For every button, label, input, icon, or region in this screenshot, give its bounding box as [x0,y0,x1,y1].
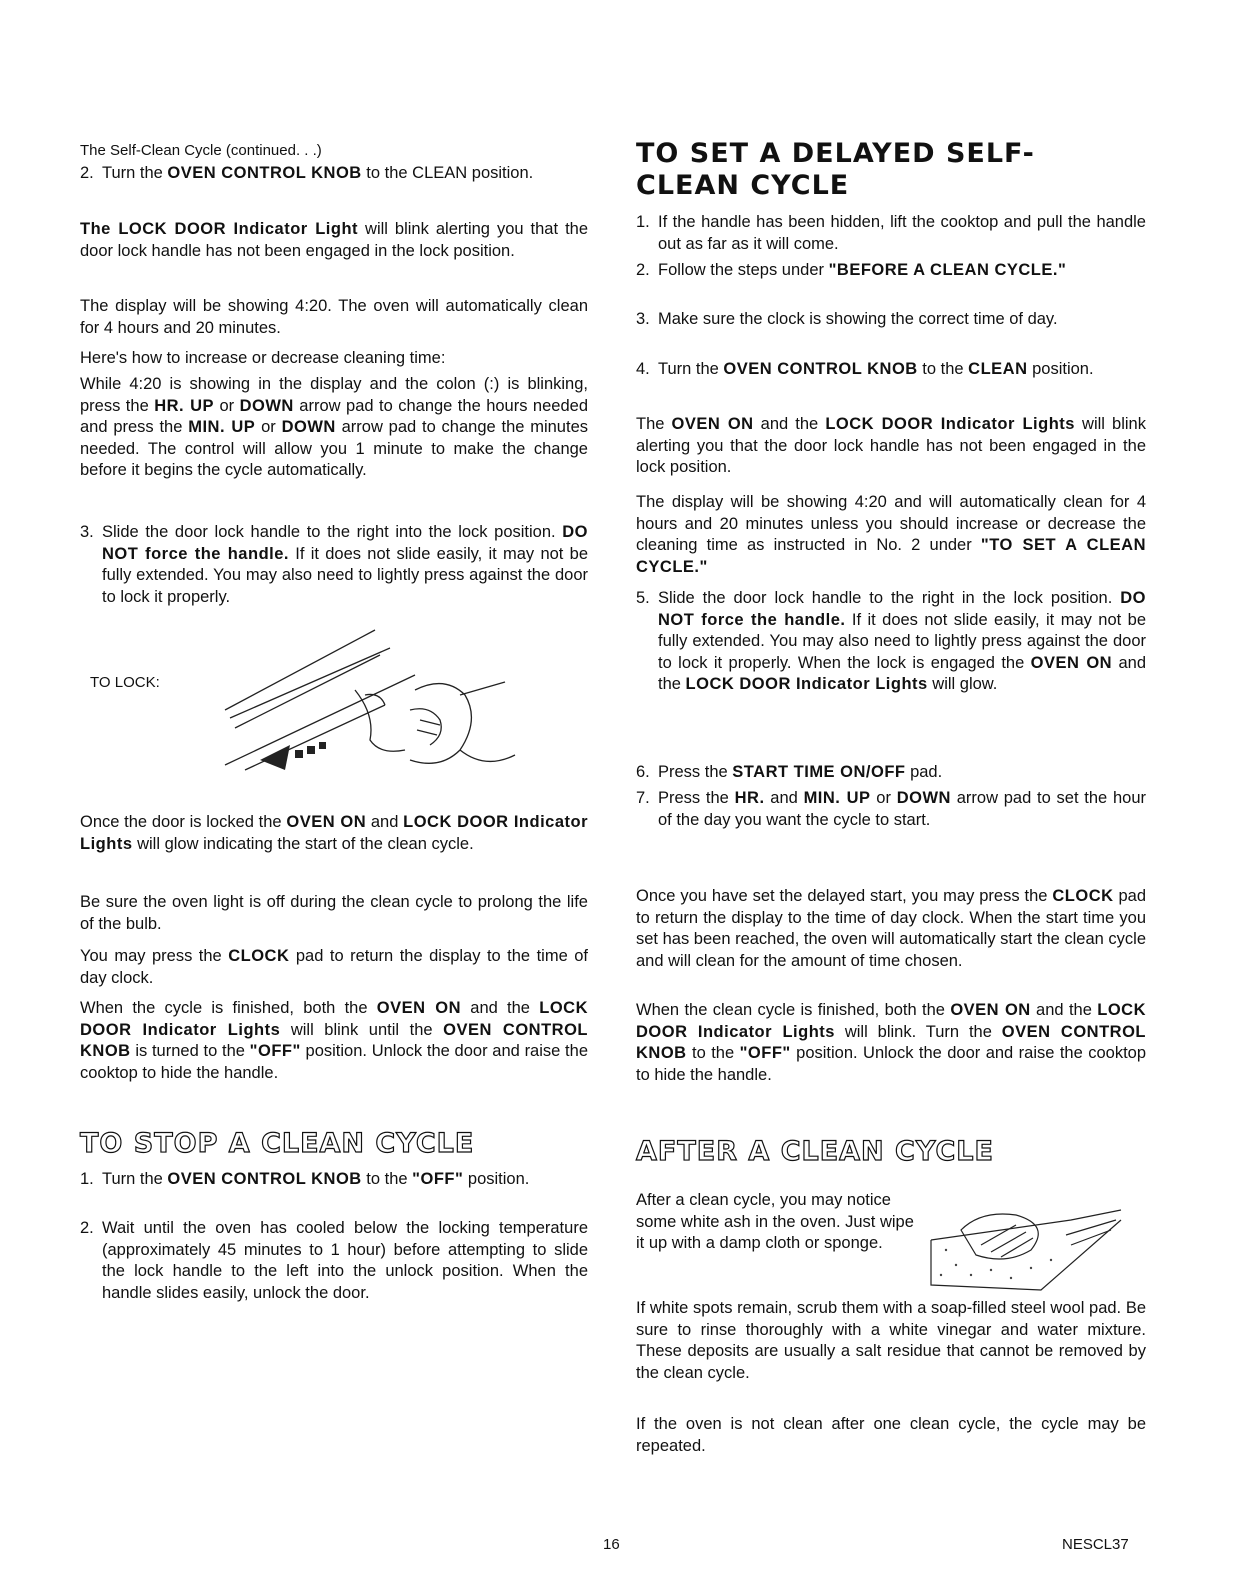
page-number: 16 [603,1536,620,1553]
after-paragraph-3: If the oven is not clean after one clean cycle, the cycle may be repeated. [636,1415,1146,1455]
after-paragraph-2: If white spots remain, scrub them with a soap-filled steel wool pad. Be sure to rinse thoroughly with a white vinegar and water mixture. These deposits are usually a salt residue that cannot be removed by the clean cycle. [636,1299,1146,1382]
after-paragraph-1: After a clean cycle, you may notice some white ash in the oven. Just wipe it up with a damp cloth or sponge. [636,1191,914,1252]
while-paragraph: While 4:20 is showing in the display and the colon (:) is blinking, press the HR. UP or DOWN arrow pad to change the hours needed and press the MIN. UP or DOWN arrow pad to change the minutes needed. The control will allow you 1 minute to make the change before it begins the cycle automatically. [80,375,588,479]
stop-cycle-heading: TO STOP A CLEAN CYCLE [80,1128,475,1159]
delayed-step-4: 4. Turn the OVEN CONTROL KNOB to the CLEAN position. [636,360,1094,378]
howto-paragraph: Here's how to increase or decrease cleaning time: [80,349,446,367]
delayed-display-paragraph: The display will be showing 4:20 and will automatically clean for 4 hours and 20 minutes unless you should increase or decrease the cleaning time as instructed in No. 2 under "TO SET A CLEAN CYCLE." [636,493,1146,576]
delayed-lights-paragraph: The OVEN ON and the LOCK DOOR Indicator Lights will blink alerting you that the door lock handle has not been engaged in the lock position. [636,415,1146,476]
lock-handle-illustration [205,620,535,790]
step-2: 2. Turn the OVEN CONTROL KNOB to the CLEAN position. [80,164,534,182]
delayed-step-5: 5. Slide the door lock handle to the right in the lock position. DO NOT force the handle. If it does not slide easily, it may not be fully extended. You may also need to lightly press against the door to lock it properly. When the lock is engaged the OVEN ON and the LOCK DOOR Indicator Lights will glow. [636,589,1146,693]
delayed-step-6: 6. Press the START TIME ON/OFF pad. [636,763,943,781]
once-locked-paragraph: Once the door is locked the OVEN ON and LOCK DOOR Indicator Lights will glow indicating the start of the clean cycle. [80,813,588,853]
delayed-step-7: 7. Press the HR. and MIN. UP or DOWN arrow pad to set the hour of the day you want the cycle to start. [636,789,1146,829]
delayed-step-1: 1. If the handle has been hidden, lift the cooktop and pull the handle out as far as it will come. [636,213,1146,253]
continued-caption: The Self-Clean Cycle (continued. . .) [80,142,322,159]
step-3: 3. Slide the door lock handle to the right into the lock position. DO NOT force the handle. If it does not slide easily, it may not be fully extended. You may also need to lightly press against the door to lock it properly. [80,523,589,606]
delayed-step-3: 3. Make sure the clock is showing the correct time of day. [636,310,1058,328]
after-clean-heading: AFTER A CLEAN CYCLE [636,1136,994,1167]
display-paragraph: The display will be showing 4:20. The oven will automatically clean for 4 hours and 20 minutes. [80,297,588,337]
stop-step-2: 2. Wait until the oven has cooled below the locking temperature (approximately 45 minutes to 1 hour) before attempting to slide the lock handle to the left into the unlock position. When the handle slides easily, unlock the door. [80,1219,588,1302]
delayed-self-clean-heading: TO SET A DELAYED SELF-CLEAN CYCLE [636,138,1035,201]
stop-step-1: 1. Turn the OVEN CONTROL KNOB to the "OFF" position. [80,1170,530,1188]
document-code: NESCL37 [1062,1536,1129,1553]
lock-blink-paragraph: The LOCK DOOR Indicator Light will blink alerting you that the door lock handle has not been engaged in the lock position. [80,220,588,260]
delayed-start-paragraph: Once you have set the delayed start, you may press the CLOCK pad to return the display to the time of day clock. When the start time you set has been reached, the oven will automatically start the clean cycle and will clean for the amount of time chosen. [636,887,1146,970]
delayed-finished-paragraph: When the clean cycle is finished, both the OVEN ON and the LOCK DOOR Indicator Lights will blink. Turn the OVEN CONTROL KNOB to the "OFF" position. Unlock the door and raise the cooktop to hide the handle. [636,1001,1147,1084]
sponge-wipe-illustration [921,1190,1141,1300]
finished-paragraph: When the cycle is finished, both the OVEN ON and the LOCK DOOR Indicator Lights will blink until the OVEN CONTROL KNOB is turned to the "OFF" position. Unlock the door and raise the cooktop to hide the handle. [80,999,588,1082]
to-lock-label: TO LOCK: [90,674,160,691]
delayed-step-2: 2. Follow the steps under "BEFORE A CLEAN CYCLE." [636,261,1067,279]
be-sure-paragraph: Be sure the oven light is off during the clean cycle to prolong the life of the bulb. [80,893,588,933]
clock-paragraph: You may press the CLOCK pad to return the display to the time of day clock. [80,947,588,987]
